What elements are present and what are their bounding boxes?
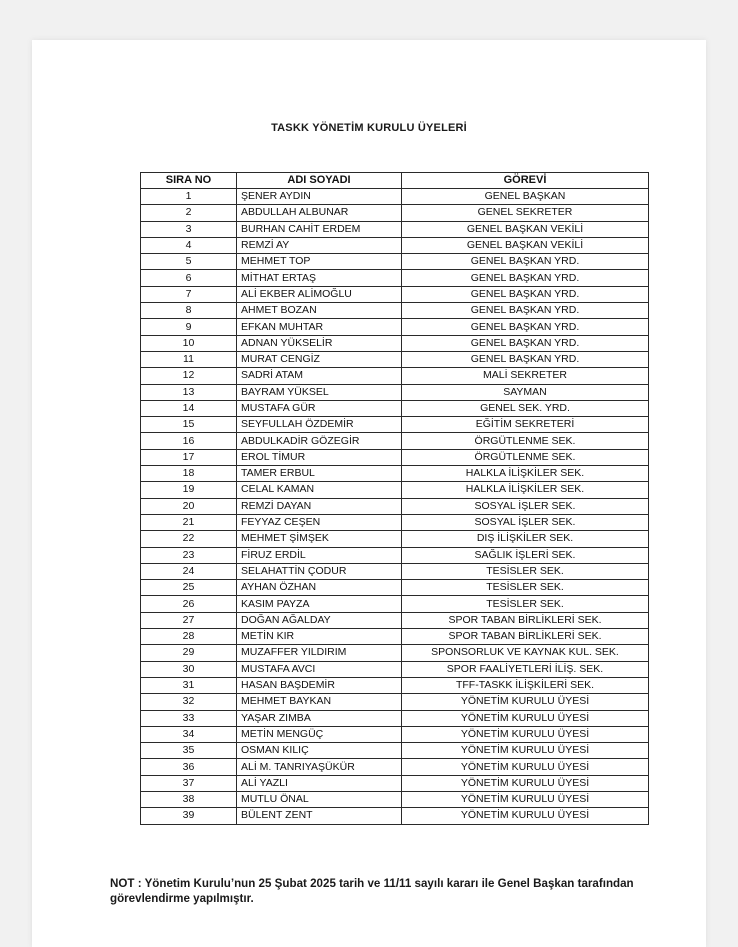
member-role: GENEL SEK. YRD. [402,400,649,416]
member-name: HASAN BAŞDEMİR [237,677,402,693]
member-name: SELAHATTİN ÇODUR [237,563,402,579]
table-row [141,759,649,775]
row-number: 1 [141,189,237,205]
member-name: BÜLENT ZENT [237,808,402,824]
row-number: 14 [141,400,237,416]
member-role: ÖRGÜTLENME SEK. [402,449,649,465]
member-name: YAŞAR ZIMBA [237,710,402,726]
row-number: 15 [141,417,237,433]
member-name: KASIM PAYZA [237,596,402,612]
member-role: YÖNETİM KURULU ÜYESİ [402,694,649,710]
table-row [141,677,649,693]
member-role: EĞİTİM SEKRETERİ [402,417,649,433]
member-name: METİN KIR [237,629,402,645]
table-row [141,596,649,612]
member-role: GENEL BAŞKAN YRD. [402,335,649,351]
member-role: YÖNETİM KURULU ÜYESİ [402,726,649,742]
row-number: 38 [141,791,237,807]
row-number: 23 [141,547,237,563]
header-adi-soyadi: ADI SOYADI [237,173,402,189]
row-number: 3 [141,221,237,237]
table-row [141,514,649,530]
table-row [141,645,649,661]
member-name: OSMAN KILIÇ [237,743,402,759]
table-row [141,482,649,498]
document-title: TASKK YÖNETİM KURULU ÜYELERİ [271,122,467,134]
header-sira-no: SIRA NO [141,173,237,189]
table-row [141,417,649,433]
row-number: 35 [141,743,237,759]
table-row [141,661,649,677]
table-row [141,400,649,416]
member-name: ŞENER AYDIN [237,189,402,205]
member-role: GENEL BAŞKAN YRD. [402,254,649,270]
member-role: SPOR FAALİYETLERİ İLİŞ. SEK. [402,661,649,677]
member-role: GENEL BAŞKAN YRD. [402,270,649,286]
member-name: ABDULKADİR GÖZEGİR [237,433,402,449]
member-role: HALKLA İLİŞKİLER SEK. [402,466,649,482]
member-role: GENEL BAŞKAN YRD. [402,319,649,335]
member-name: TAMER ERBUL [237,466,402,482]
member-name: ABDULLAH ALBUNAR [237,205,402,221]
row-number: 26 [141,596,237,612]
row-number: 30 [141,661,237,677]
row-number: 10 [141,335,237,351]
member-name: BURHAN CAHİT ERDEM [237,221,402,237]
table-row [141,351,649,367]
row-number: 27 [141,612,237,628]
row-number: 29 [141,645,237,661]
member-name: ALİ M. TANRIYAŞÜKÜR [237,759,402,775]
row-number: 33 [141,710,237,726]
member-role: SAYMAN [402,384,649,400]
member-role: ÖRGÜTLENME SEK. [402,433,649,449]
member-name: FEYYAZ CEŞEN [237,514,402,530]
row-number: 16 [141,433,237,449]
member-role: GENEL BAŞKAN VEKİLİ [402,221,649,237]
member-role: TESİSLER SEK. [402,580,649,596]
row-number: 31 [141,677,237,693]
row-number: 36 [141,759,237,775]
member-name: AYHAN ÖZHAN [237,580,402,596]
member-role: TFF-TASKK İLİŞKİLERİ SEK. [402,677,649,693]
member-name: SEYFULLAH ÖZDEMİR [237,417,402,433]
member-name: SADRİ ATAM [237,368,402,384]
row-number: 19 [141,482,237,498]
row-number: 25 [141,580,237,596]
member-name: MUTLU ÖNAL [237,791,402,807]
row-number: 39 [141,808,237,824]
table-row [141,612,649,628]
table-row [141,466,649,482]
row-number: 22 [141,531,237,547]
member-name: MEHMET ŞİMŞEK [237,531,402,547]
member-role: SPONSORLUK VE KAYNAK KUL. SEK. [402,645,649,661]
member-name: MİTHAT ERTAŞ [237,270,402,286]
member-role: GENEL BAŞKAN [402,189,649,205]
row-number: 11 [141,351,237,367]
table-header-row [141,173,649,189]
row-number: 12 [141,368,237,384]
row-number: 37 [141,775,237,791]
table-row [141,303,649,319]
table-row [141,286,649,302]
row-number: 8 [141,303,237,319]
member-name: EFKAN MUHTAR [237,319,402,335]
row-number: 2 [141,205,237,221]
member-name: CELAL KAMAN [237,482,402,498]
table-row [141,384,649,400]
table-row [141,254,649,270]
table-row [141,775,649,791]
member-name: EROL TİMUR [237,449,402,465]
members-table [140,172,649,825]
row-number: 20 [141,498,237,514]
member-role: SOSYAL İŞLER SEK. [402,514,649,530]
member-name: MEHMET TOP [237,254,402,270]
member-role: TESİSLER SEK. [402,596,649,612]
row-number: 13 [141,384,237,400]
member-role: GENEL BAŞKAN YRD. [402,303,649,319]
table-row [141,335,649,351]
member-role: GENEL BAŞKAN YRD. [402,351,649,367]
member-role: YÖNETİM KURULU ÜYESİ [402,743,649,759]
member-role: YÖNETİM KURULU ÜYESİ [402,791,649,807]
member-name: MUZAFFER YILDIRIM [237,645,402,661]
table-row [141,694,649,710]
table-row [141,368,649,384]
member-role: GENEL BAŞKAN VEKİLİ [402,237,649,253]
member-name: MUSTAFA AVCI [237,661,402,677]
member-role: YÖNETİM KURULU ÜYESİ [402,808,649,824]
member-name: FİRUZ ERDİL [237,547,402,563]
row-number: 6 [141,270,237,286]
member-role: MALİ SEKRETER [402,368,649,384]
document-page [32,40,706,947]
row-number: 5 [141,254,237,270]
table-row [141,547,649,563]
member-role: HALKLA İLİŞKİLER SEK. [402,482,649,498]
table-row [141,710,649,726]
member-role: YÖNETİM KURULU ÜYESİ [402,759,649,775]
row-number: 32 [141,694,237,710]
member-name: REMZİ AY [237,237,402,253]
table-row [141,726,649,742]
footnote: NOT : Yönetim Kurulu’nun 25 Şubat 2025 tarih ve 11/11 sayılı kararı ile Genel Başkan tarafından görevlendirme yapılmıştır. [110,877,634,905]
row-number: 34 [141,726,237,742]
table-row [141,449,649,465]
member-role: GENEL SEKRETER [402,205,649,221]
member-role: YÖNETİM KURULU ÜYESİ [402,710,649,726]
table-row [141,319,649,335]
row-number: 7 [141,286,237,302]
table-row [141,808,649,824]
table-row [141,743,649,759]
row-number: 21 [141,514,237,530]
table-row [141,629,649,645]
member-role: SPOR TABAN BİRLİKLERİ SEK. [402,629,649,645]
row-number: 4 [141,237,237,253]
header-gorevi: GÖREVİ [402,173,649,189]
member-role: SPOR TABAN BİRLİKLERİ SEK. [402,612,649,628]
member-name: REMZİ DAYAN [237,498,402,514]
table-row [141,498,649,514]
table-row [141,270,649,286]
member-name: MUSTAFA GÜR [237,400,402,416]
member-name: METİN MENGÜÇ [237,726,402,742]
member-role: YÖNETİM KURULU ÜYESİ [402,775,649,791]
table-row [141,791,649,807]
member-role: SOSYAL İŞLER SEK. [402,498,649,514]
member-role: SAĞLIK İŞLERİ SEK. [402,547,649,563]
table-row [141,433,649,449]
row-number: 18 [141,466,237,482]
table-row [141,237,649,253]
table-row [141,563,649,579]
member-name: MEHMET BAYKAN [237,694,402,710]
member-name: DOĞAN AĞALDAY [237,612,402,628]
table-row [141,205,649,221]
member-name: ALİ EKBER ALİMOĞLU [237,286,402,302]
row-number: 24 [141,563,237,579]
member-role: DIŞ İLİŞKİLER SEK. [402,531,649,547]
row-number: 9 [141,319,237,335]
member-name: BAYRAM YÜKSEL [237,384,402,400]
table-row [141,189,649,205]
member-name: ALİ YAZLI [237,775,402,791]
member-name: MURAT CENGİZ [237,351,402,367]
member-role: GENEL BAŞKAN YRD. [402,286,649,302]
member-name: ADNAN YÜKSELİR [237,335,402,351]
row-number: 17 [141,449,237,465]
row-number: 28 [141,629,237,645]
table-row [141,221,649,237]
table-row [141,580,649,596]
table-row [141,531,649,547]
member-name: AHMET BOZAN [237,303,402,319]
member-role: TESİSLER SEK. [402,563,649,579]
